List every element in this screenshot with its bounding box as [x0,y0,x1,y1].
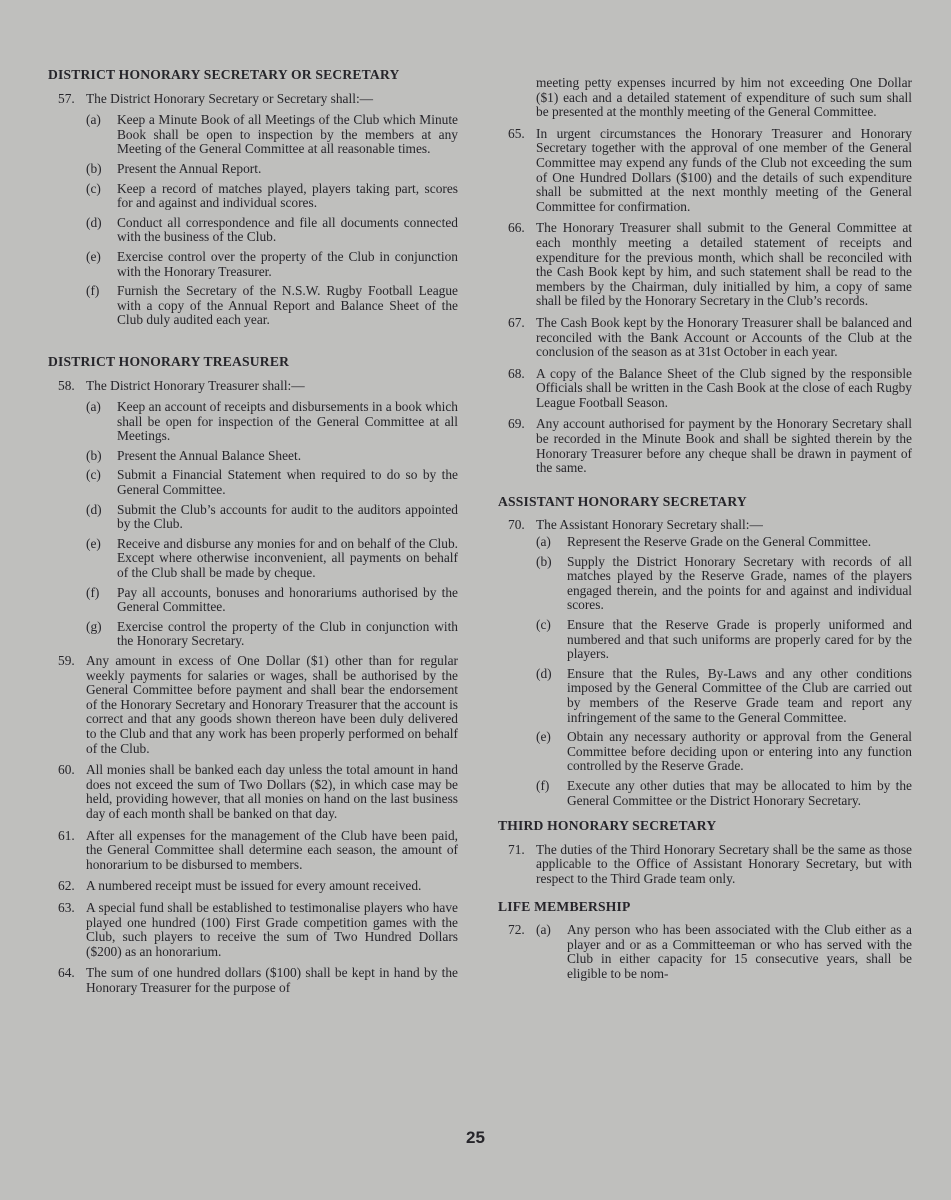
item-text: Represent the Reserve Grade on the General Committee. [567,534,872,550]
item-text: Furnish the Secretary of the N.S.W. Rugby Football League with a copy of the Annual Report and Balance Sheet of the Club duly audited each year. [117,283,458,328]
rule-number: 68. [508,365,525,381]
rule-number: 59. [58,653,75,668]
item-label: (e) [86,248,101,264]
item-label: (f) [86,584,100,600]
rule-70 [498,518,912,533]
page-number: 25 [466,1128,485,1147]
list-item [86,216,458,245]
rule [498,127,912,215]
item-label: (g) [86,618,102,634]
item-label: (c) [86,180,101,196]
item-text: Conduct all correspondence and file all documents connected with the business of the Club. [117,214,458,245]
rule-number: 72. [508,922,525,938]
item-text: Exercise control the property of the Club in conjunction with the Honorary Secretary. [117,618,458,649]
rule-text: A copy of the Balance Sheet of the Club signed by the responsible Officials shall be written in the Cash Book at the close of each Rugby League Football Season. [536,365,912,410]
list-item [536,667,912,725]
item-label: (a) [536,534,551,550]
list-item [86,162,458,177]
list-item [536,730,912,774]
section-heading: DISTRICT HONORARY SECRETARY OR SECRETARY [48,67,400,82]
rule-text: The District Honorary Treasurer shall:— [86,377,305,393]
rule-number: 63. [58,899,75,915]
item-label: (f) [86,283,100,299]
rule-number: 57. [58,90,75,106]
item-label: (b) [536,553,552,569]
section-heading: ASSISTANT HONORARY SECRETARY [498,493,747,509]
list-item [86,503,458,532]
rule-number: 71. [508,841,525,857]
item-text: Present the Annual Balance Sheet. [117,447,302,463]
rule-text: In urgent circumstances the Honorary Treasurer and Honorary Secretary together with the approval of one member of the General Committee may expend any funds of the Club not exceeding the sum of One Hundred Dollars ($100) and the details of such expenditure shall be submitted at the next monthly meeting of the General Committee for confirmation. [536,125,912,214]
item-text: Receive and disburse any monies for and on behalf of the Club. Except where otherwise inconvenient, all payments on behalf of the Club shall be made by cheque. [117,535,458,581]
rule-text: The Honorary Treasurer shall submit to the General Committee at each monthly meeting a detailed statement of receipts and expenditure for the previous month, which shall be reconciled with the Cash Book kept by him, and such statement shall be read to the members by the Chairman, duly initialled by him, a copy of same shall be filed by the Honorary Secretary in the Club’s records. [536,220,912,309]
list-item [86,400,458,444]
rule [498,417,912,475]
rule-text: Any amount in excess of One Dollar ($1) other than for regular weekly payments for salaries or wages, shall be authorised by the General Committee before payment and shall bear the endorsement of the Honorary Secretary and Honorary Treasurer that the account is correct and that any goods shown thereon have been duly delivered to the Club and that any work has been properly performed on behalf of the Club. [86,653,458,756]
rule [48,763,458,821]
item-text: Obtain any necessary authority or approval from the General Committee before deciding upon or entering into any function controlled by the Reserve Grade. [567,729,912,774]
rule-text: The District Honorary Secretary or Secretary shall:— [86,90,374,106]
rule-text: The sum of one hundred dollars ($100) shall be kept in hand by the Honorary Treasurer for the purpose of [86,965,458,995]
rule-number: 61. [58,827,75,843]
rule-number: 70. [508,517,525,533]
list-item [536,618,912,662]
list-item [86,620,458,649]
item-label: (d) [536,665,552,681]
rule-number: 65. [508,125,525,141]
item-text: Execute any other duties that may be allocated to him by the General Committee or the District Honorary Secretary. [567,777,912,808]
continued-text: meeting petty expenses incurred by him not exceeding One Dollar ($1) each and a detailed statement of expenditure of such sum shall be presented at the monthly meeting of the General Committee. [536,75,912,120]
rule-text: After all expenses for the management of the Club have been paid, the General Committee shall determine each season, the amount of honorarium to be disbursed to members. [86,827,458,872]
rule-text: All monies shall be banked each day unless the total amount in hand does not exceed the sum of Two Dollars ($2), in which case may be held, providing however, that all monies on hand on the last business day of each month shall be banked on that day. [86,762,458,821]
rule-number: 69. [508,416,525,432]
rule-text: A numbered receipt must be issued for every amount received. [86,878,422,894]
rule-57 [48,92,458,107]
rule-text: Any account authorised for payment by the Honorary Secretary shall be recorded in the Minute Book and shall be sighted therein by the Honorary Treasurer before any cheque shall be drawn in payment of the same. [536,416,912,476]
item-text: Exercise control over the property of the Club in conjunction with the Honorary Treasurer. [117,248,458,279]
rule [48,654,458,756]
rule [498,221,912,309]
rule [48,829,458,873]
rule-58 [48,379,458,394]
rule-number: 64. [58,965,75,981]
section-heading: THIRD HONORARY SECRETARY [498,818,717,834]
right-column [498,76,912,988]
list-item [86,468,458,497]
list-item [536,555,912,613]
rule-number: 60. [58,762,75,778]
item-text: Keep an account of receipts and disbursements in a book which shall be open for inspection of the General Committee at all Meetings. [117,399,458,444]
list-item [86,586,458,615]
item-label: (e) [536,729,551,745]
list-item [86,284,458,328]
list-item [86,182,458,211]
list-item [536,535,912,550]
item-text: Keep a Minute Book of all Meetings of the Club which Minute Book shall be open to inspection by the members at any Meeting of the General Committee at all reasonable times. [117,112,458,157]
list-item [86,113,458,157]
item-label: (a) [86,399,101,415]
item-text: Ensure that the Reserve Grade is properly uniformed and numbered and that such uniforms are properly cared for by the players. [567,617,912,662]
rule-72-body [536,923,912,981]
rule-number: 58. [58,377,75,393]
list-item [86,537,458,581]
rule-text: The Cash Book kept by the Honorary Treasurer shall be balanced and reconciled with the Bank Account or Accounts of the Club at the conclusion of the season as at 31st October in each year. [536,314,912,360]
list-item [86,250,458,279]
rule-72 [498,923,912,981]
item-label: (b) [86,160,102,176]
rule-71 [498,843,912,887]
item-text: Present the Annual Report. [117,160,262,176]
section-heading: DISTRICT HONORARY TREASURER [48,353,290,369]
item-label: (c) [536,617,551,632]
item-label: (c) [86,467,101,483]
rule-number: 62. [58,878,75,894]
rule [48,879,458,894]
item-label: (e) [86,535,101,551]
item-text: Submit the Club’s accounts for audit to the auditors appointed by the Club. [117,501,458,532]
item-label: (f) [536,777,550,793]
section-heading: LIFE MEMBERSHIP [498,898,631,914]
rule-text: The Assistant Honorary Secretary shall:— [536,517,763,533]
item-label: (d) [86,501,102,517]
rule [48,901,458,959]
item-label: (a) [86,112,101,128]
item-text: Pay all accounts, bonuses and honorariums authorised by the General Committee. [117,584,458,615]
item-text: Ensure that the Rules, By-Laws and any other conditions imposed by the General Committee of the Club are carried out by members of the Reserve Grade team and report any infringement of the same to the General Committee. [567,665,912,725]
rule [498,367,912,411]
rule-number: 66. [508,220,525,236]
rule [498,316,912,360]
left-column [48,68,458,1002]
rule-text: The duties of the Third Honorary Secretary shall be the same as those applicable to the Office of Assistant Honorary Secretary, but with respect to the Third Grade team only. [536,841,912,886]
rule-number: 67. [508,314,525,330]
item-label: (b) [86,447,102,463]
item-text: Keep a record of matches played, players taking part, scores for and against and individual scores. [117,180,458,211]
list-item [536,779,912,808]
list-item [86,449,458,464]
item-text: Any person who has been associated with the Club either as a player and or as a Committeeman or who has served with the Club in either capacity for 15 consecutive years, shall be eligible to be nom- [567,922,912,981]
item-label: (d) [86,214,102,230]
item-text: Submit a Financial Statement when required to do so by the General Committee. [117,467,458,498]
item-text: Supply the District Honorary Secretary with records of all matches played by the Reserve Grade, names of the players engaged therein, and the points for and against and individual scores. [567,553,912,613]
rule [48,966,458,995]
item-label: (a) [536,922,551,938]
rule-text: A special fund shall be established to testimonalise players who have played one hundred (100) First Grade competition games with the Club, such players to receive the sum of Two Hundred Dollars ($200) as an honorarium. [86,899,458,959]
